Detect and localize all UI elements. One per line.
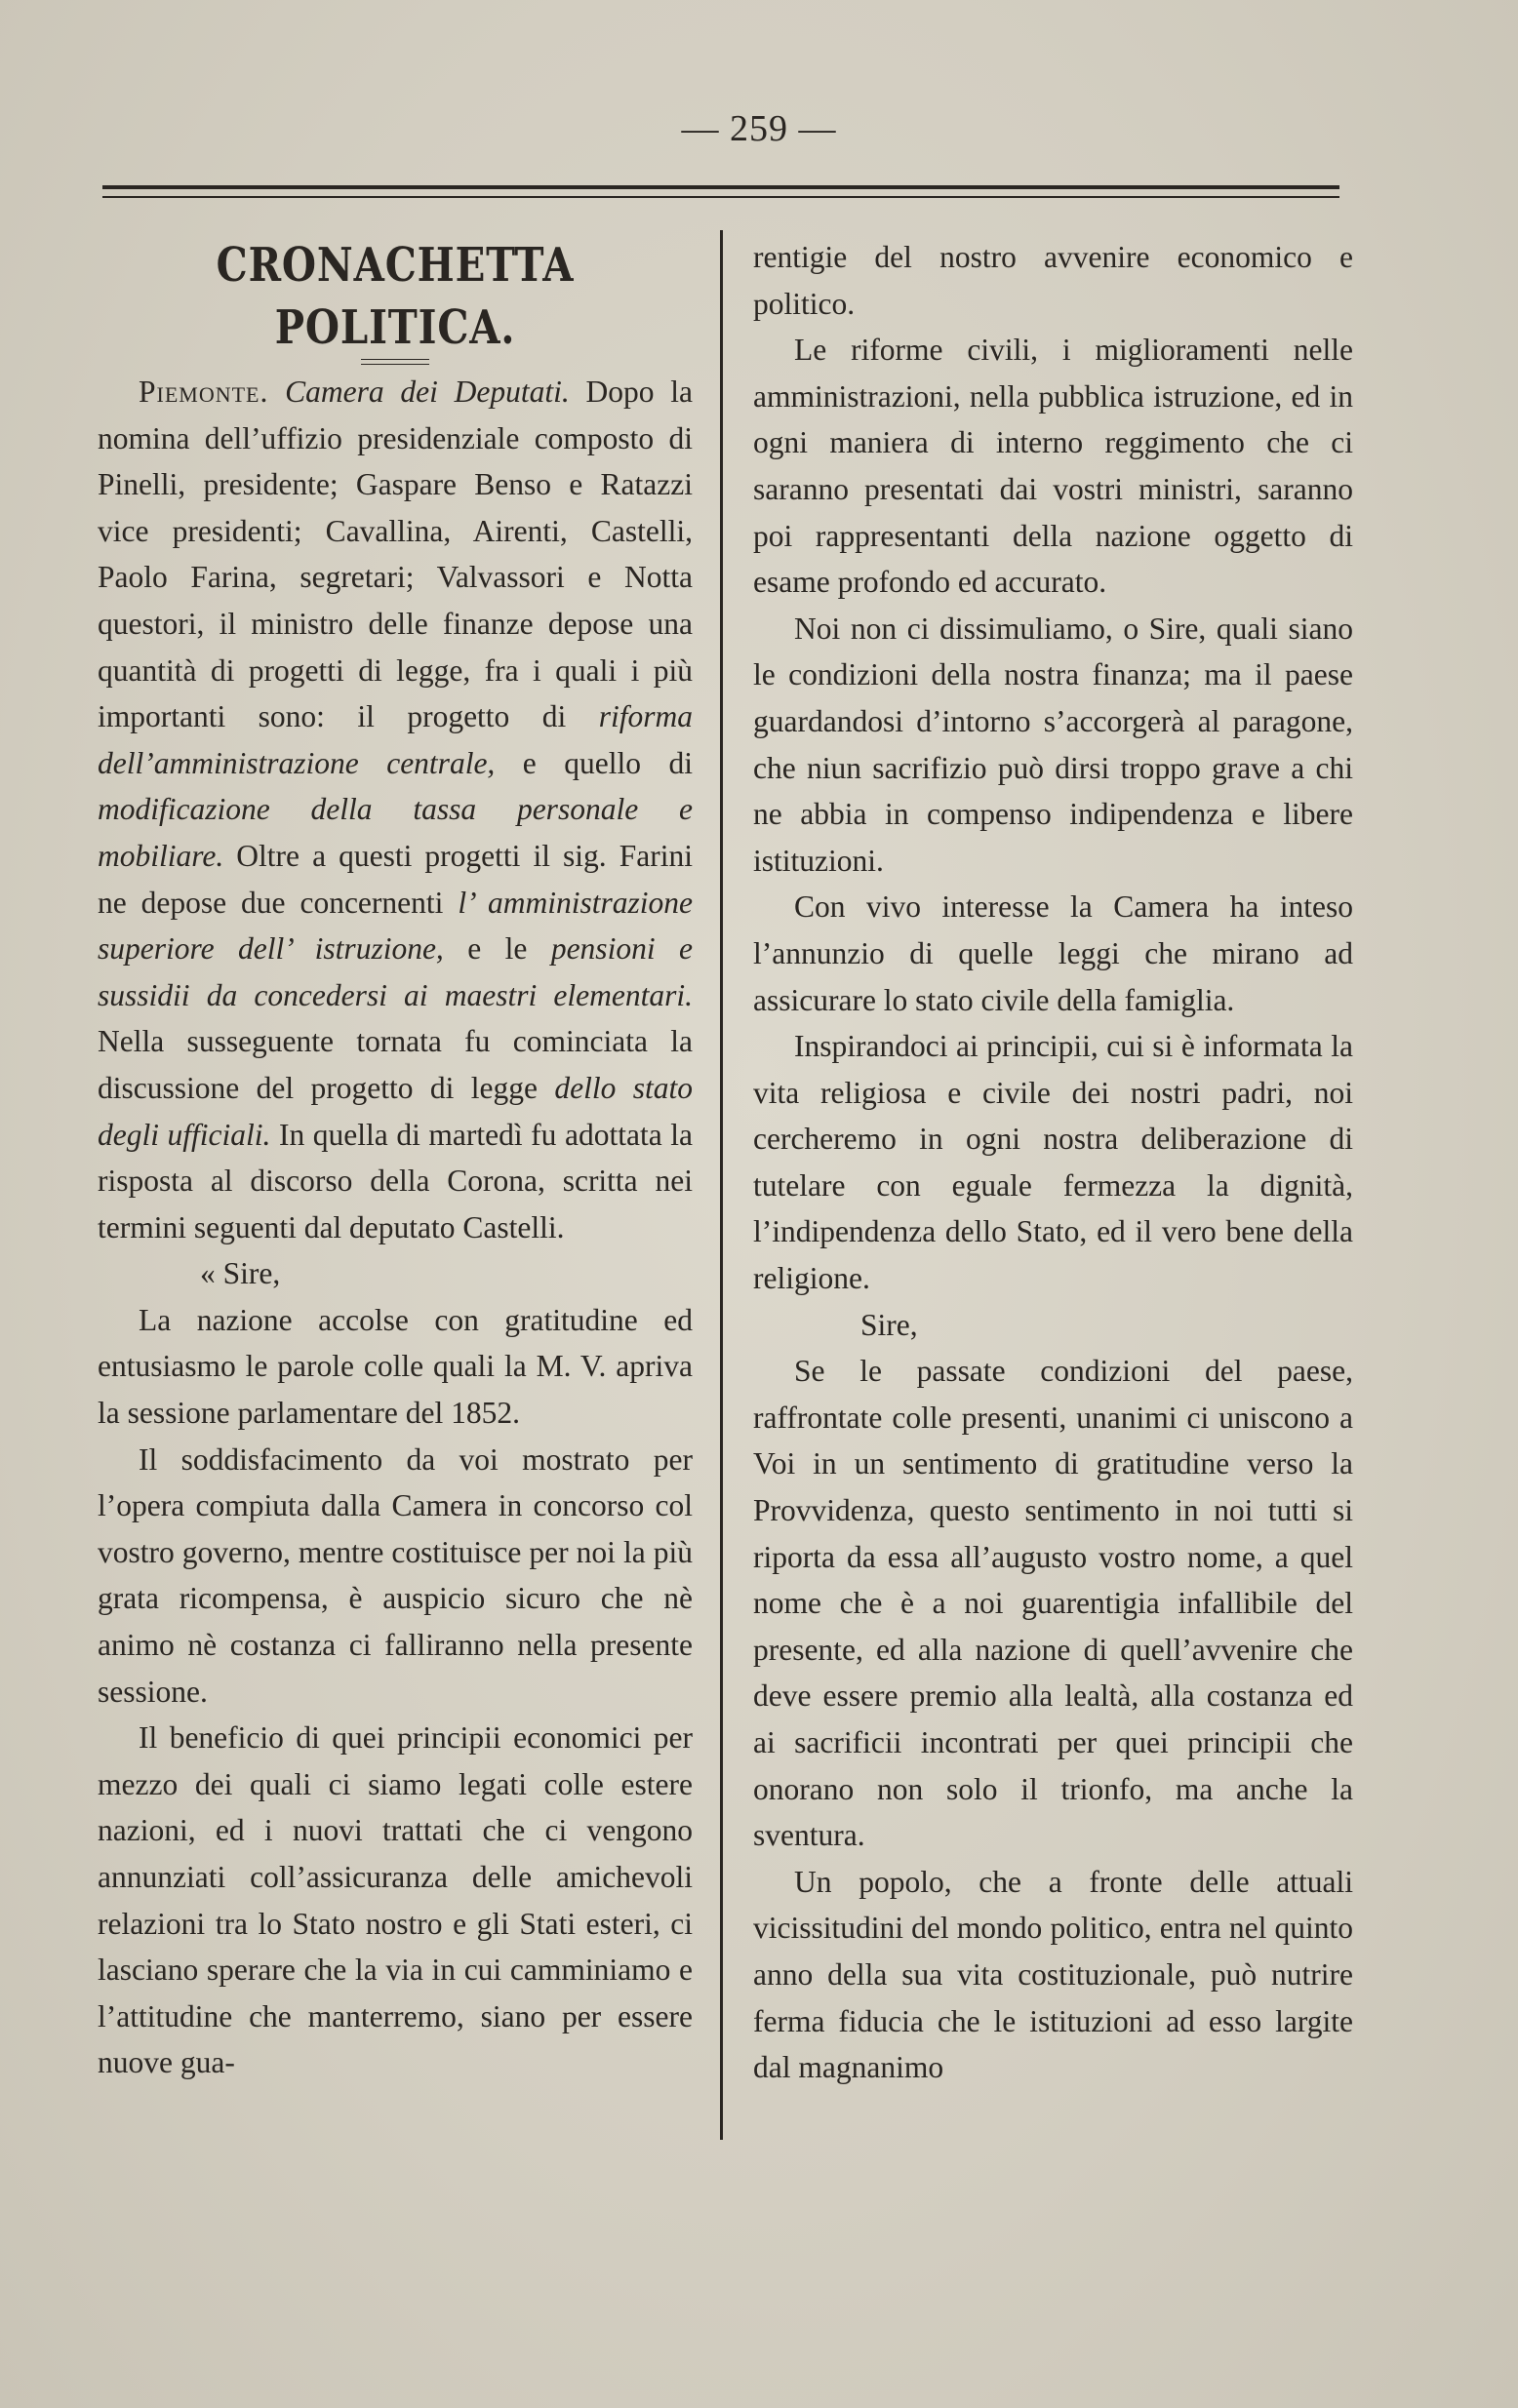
italic-run: modificazione della tassa personale e mobiliare.	[98, 792, 693, 873]
salutation: « Sire,	[200, 1256, 281, 1291]
text-run: e le	[443, 931, 551, 967]
left-column	[98, 234, 693, 2086]
paragraph: La nazione accolse con gratitudine ed entusiasmo le parole colle quali la M. V. apriva la sessione parlamentare del 1852.	[98, 1302, 693, 1431]
paragraph: Il beneficio di quei principii economici per mezzo dei quali ci siamo legati colle estere nazioni, ed i nuovi trattati che ci vengono annunziati coll’assicuranza delle amichevoli relazioni tra lo Stato nostro e gli Stati esteri, ci lasciano sperare che la via in cui camminiamo e l’attitudine che manterremo, siano per essere nuove gua-	[98, 1720, 693, 2080]
paragraph: Le riforme civili, i miglioramenti nelle amministrazioni, nella pubblica istruzione, ed in ogni maniera di interno reggimento che ci saranno presentati dai vostri ministri, saranno poi rappresentanti della nazione oggetto di esame profondo ed accurato.	[753, 333, 1353, 600]
title-ornament-rule	[361, 359, 429, 365]
paragraph: Noi non ci dissimuliamo, o Sire, quali siano le condizioni della nostra finanza; ma il paese guardandosi d’intorno s’accorgerà al paragone, che niun sacrifizio può dirsi troppo grave a chi ne abbia in compenso indipendenza e libere istituzioni.	[753, 611, 1353, 878]
paragraph-intro	[98, 369, 693, 1250]
paragraph: Con vivo interesse la Camera ha inteso l’annunzio di quelle leggi che mirano ad assicurare lo stato civile della famiglia.	[753, 889, 1353, 1017]
header-rule	[102, 185, 1339, 198]
text-run: e quello di	[495, 745, 693, 780]
paragraph: Il soddisfacimento da voi mostrato per l’opera compiuta dalla Camera in concorso col vostro governo, mentre costituisce per noi la più grata ricompensa, è auspicio sicuro che nè animo nè costanza ci falliranno nella presente sessione.	[98, 1441, 693, 1709]
right-column	[753, 234, 1353, 2091]
italic-run: pensioni e sussidii da concedersi ai maestri elementari.	[98, 931, 693, 1012]
region-label: Piemonte.	[139, 375, 269, 409]
text-run: Dopo la nomina dell’uffizio presidenziale composto di Pinelli, presidente; Gaspare Benso e Ratazzi vice presidenti; Cavallina, Airenti, Castelli, Paolo Farina, segretari; Valvassori e Notta questori, il ministro delle finanze depose una quantità di progetti di legge, fra i quali i più importanti sono: il progetto di	[98, 375, 694, 734]
salutation: Sire,	[860, 1307, 918, 1342]
page-number: — 259 —	[681, 108, 837, 149]
text-run: In quella di martedì fu adottata la risposta al discorso della Corona, scritta nei termini seguenti dal deputato Castelli.	[98, 1117, 693, 1244]
paragraph: Se le passate condizioni del paese, raffrontate colle presenti, unanimi ci uniscono a Voi in un sentimento di gratitudine verso la Provvidenza, questo sentimento in noi tutti si riporta da essa all’augusto vostro nome, a quel nome che è a noi guarentigia infallibile del presente, ed alla nazione di quell’avvenire che deve essere premio alla lealtà, alla costanza ed ai sacrificii incontrati per quei principii che onorano non solo il trionfo, ma anche la sventura.	[753, 1354, 1353, 1853]
text-run: Nella susseguente tornata fu cominciata la discussione del progetto di legge	[98, 1024, 693, 1105]
text-run: Oltre a questi progetti il sig. Farini ne depose due concernenti	[98, 838, 693, 920]
article-title: CRONACHETTA POLITICA.	[216, 238, 575, 355]
column-divider	[720, 230, 723, 2140]
paragraph: Un popolo, che a fronte delle attuali vicissitudini del mondo politico, entra nel quinto anno della sua vita costituzionale, può nutrire ferma fiducia che le istituzioni ad esso largite dal magnanimo	[753, 1864, 1353, 2085]
paragraph-continued: rentigie del nostro avvenire economico e politico.	[753, 240, 1353, 321]
italic-run: l’ amministrazione superiore dell’ istruzione,	[98, 885, 693, 967]
chamber-label: Camera dei Deputati.	[285, 375, 570, 409]
italic-run: dello stato degli ufficiali.	[98, 1070, 693, 1152]
italic-run: riforma dell’amministrazione centrale,	[98, 699, 693, 780]
paragraph: Inspirandoci ai principii, cui si è informata la vita religiosa e civile dei nostri padri, noi cercheremo in ogni nostra deliberazione di tutelare con eguale fermezza la dignità, l’indipendenza dello Stato, ed il vero bene della religione.	[753, 1029, 1353, 1296]
